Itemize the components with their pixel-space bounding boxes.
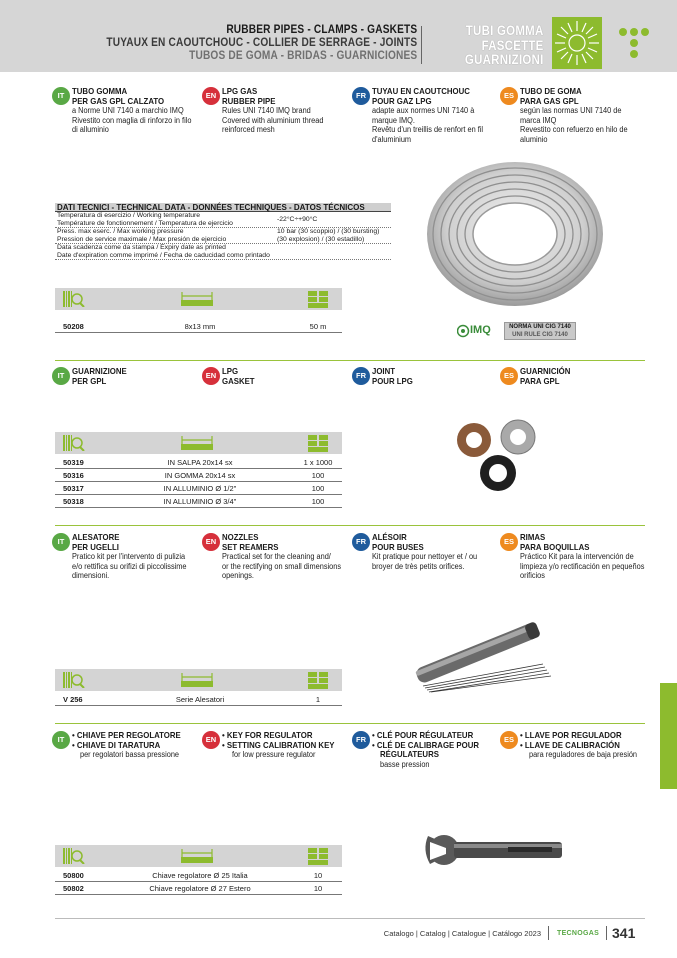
- package-icon: [308, 848, 328, 865]
- header-titles: [64, 24, 417, 63]
- section3-it-title: ALESATORE: [72, 532, 120, 542]
- section4-en-title: • KEY FOR REGULATOR: [222, 730, 313, 740]
- product-desc: Chiave regolatore Ø 27 Estero: [149, 884, 251, 893]
- badge-es: ES: [500, 533, 518, 551]
- badge-es: ES: [500, 87, 518, 105]
- product-desc: IN GOMMA 20x14 sx: [164, 471, 236, 480]
- tech-data-row: [55, 244, 391, 260]
- tech-value: -22°C÷+90°C: [277, 216, 318, 223]
- imq-brand: IMQ: [470, 324, 491, 336]
- imq-norm2: UNI RULE CIG 7140: [512, 331, 568, 338]
- section1-fr-title: POUR GAZ LPG: [372, 95, 432, 106]
- section3-es-title: RIMAS: [520, 532, 546, 542]
- tech-label: Temperatura di esercizio / Working temperature: [57, 212, 201, 219]
- section1-fr-text: adapte aux normes UNI 7140 à: [372, 106, 475, 115]
- reamer-set-image: [405, 612, 555, 694]
- section3-fr: [352, 533, 486, 571]
- section3-es-text: limpieza y/o rectificación en pequeños: [520, 561, 645, 571]
- section1-it-title: TUBO GOMMA: [72, 86, 128, 96]
- section1-fr-title: TUYAU EN CAOUTCHOUC: [372, 86, 470, 96]
- dots-logo-icon: [618, 25, 654, 61]
- table-row: [55, 456, 342, 469]
- section2-en-title: GASKET: [222, 375, 255, 386]
- code-icon: [63, 672, 85, 688]
- sunburst-logo-icon: [552, 17, 602, 69]
- section3-fr-title: POUR BUSES: [372, 541, 424, 552]
- section4-it: [52, 731, 190, 760]
- section4-fr: [352, 731, 488, 769]
- section1-it-text: a Norme UNI 7140 a marchio IMQ: [72, 106, 184, 115]
- section4-fr-text: basse pression: [380, 759, 430, 769]
- section1-es-text: Revestito con refuerzo en hilo de: [520, 125, 628, 134]
- header-it-line: GUARNIZIONI: [465, 52, 544, 67]
- product-desc: IN ALLUMINIO Ø 3/4": [163, 497, 237, 506]
- product-desc: Serie Alesatori: [175, 695, 225, 704]
- product-qty: 100: [311, 497, 325, 506]
- product-qty: 10: [313, 884, 323, 893]
- section3-fr-text: Kit pratique pour nettoyer et / ou: [372, 552, 478, 561]
- section3-en-title: NOZZLES: [222, 532, 259, 542]
- product-code: V 256: [63, 695, 83, 704]
- tech-label: Pression de service maximale / Max presión de ejercicio: [57, 235, 227, 243]
- section4-it-title: • CHIAVE PER REGOLATORE: [72, 730, 181, 740]
- section3-en-title: SET REAMERS: [222, 541, 279, 552]
- product-desc: IN ALLUMINIO Ø 1/2": [163, 484, 237, 493]
- code-icon: [63, 848, 85, 864]
- table-header-bar: [55, 288, 342, 310]
- section2-it: [52, 367, 132, 386]
- section1-fr: [352, 87, 493, 144]
- badge-it: IT: [52, 731, 70, 749]
- section-divider: [55, 525, 645, 526]
- badge-en: EN: [202, 731, 220, 749]
- package-icon: [308, 435, 328, 452]
- section3-en-text: openings.: [222, 571, 254, 580]
- section3-en-text: or the rectifying on small dimensions: [222, 561, 342, 571]
- section1-fr-text: marque IMQ.: [372, 115, 415, 125]
- product-code: 50319: [63, 458, 84, 467]
- table-row: [55, 482, 342, 495]
- section4-es-title: • LLAVE DE CALIBRACIÓN: [520, 739, 620, 750]
- badge-es: ES: [500, 367, 518, 385]
- section2-es: [500, 367, 575, 386]
- wrench-image: [420, 828, 570, 876]
- product-code: 50802: [63, 884, 84, 893]
- badge-it: IT: [52, 367, 70, 385]
- tech-data-table: [55, 203, 391, 260]
- footer-divider: [606, 926, 607, 940]
- section1-en: [202, 87, 332, 135]
- tech-label: Data scadenza come da stampa / Expiry date as printed: [57, 244, 226, 251]
- section2-es-title: PARA GPL: [520, 375, 560, 386]
- section4-it-text: per regolatori bassa pressione: [80, 750, 180, 759]
- section3-fr-text: broyer de très petits orifices.: [372, 561, 465, 571]
- section2-it-title: GUARNIZIONE: [72, 366, 127, 376]
- product-code: 50208: [63, 322, 84, 331]
- section3-it-text: e/o rettifica su orifizi di piccolissime: [72, 561, 187, 571]
- header-title-es: TUBOS DE GOMA - BRIDAS - GUARNICIONES: [188, 50, 417, 62]
- badge-en: EN: [202, 367, 220, 385]
- product-qty: 100: [311, 484, 325, 493]
- tech-label: Température de fonctionnement / Temperatura de ejercicio: [57, 219, 233, 227]
- badge-fr: FR: [352, 533, 370, 551]
- footer-brand: TECNOGAS: [557, 930, 600, 937]
- imq-norm-box: [504, 322, 576, 340]
- product-code: 50316: [63, 471, 84, 480]
- size-icon: [181, 292, 213, 306]
- section1-it: [52, 87, 202, 135]
- product-table-reamers: [55, 669, 342, 706]
- tech-data-heading: DATI TECNICI - TECHNICAL DATA - DONNÉES TECHNIQUES - DATOS TÉCNICOS: [55, 203, 391, 212]
- product-desc: Chiave regolatore Ø 25 Italia: [152, 871, 248, 880]
- header-title-fr: TUYAUX EN CAOUTCHOUC - COLLIER DE SERRAGE - JOINTS: [106, 37, 417, 49]
- product-qty: 1: [315, 695, 321, 704]
- section1-it-text: di alluminio: [72, 125, 109, 134]
- product-code: 50800: [63, 871, 84, 880]
- product-desc: IN SALPA 20x14 sx: [167, 458, 233, 467]
- section3-es-text: orificios: [520, 571, 545, 580]
- section1-es-text: aluminio: [520, 134, 548, 144]
- section4-en-text: for low pressure regulator: [232, 750, 316, 759]
- section2-en-title: LPG: [222, 366, 239, 376]
- section3-es-text: Práctico Kit para la intervención de: [520, 552, 634, 561]
- size-icon: [181, 436, 213, 450]
- product-qty: 1 x 1000: [303, 458, 333, 467]
- section1-fr-text: Revêtu d'un treillis de renfort en fil: [372, 125, 484, 134]
- section3-en-text: Practical set for the cleaning and/: [222, 552, 331, 561]
- section4-es-title: • LLAVE POR REGULADOR: [520, 730, 622, 740]
- section-divider: [55, 360, 645, 361]
- section2-it-title: PER GPL: [72, 375, 107, 386]
- tech-value: (30 explosion) / (30 estadillo): [277, 235, 365, 243]
- page-number: 341: [612, 925, 636, 941]
- product-code: 50317: [63, 484, 84, 493]
- footer-catalog-text: Catalogo | Catalog | Catalogue | Catálogo 2023: [383, 929, 541, 938]
- side-tab: [660, 683, 677, 789]
- size-icon: [181, 673, 213, 687]
- header-title-it: [451, 24, 544, 68]
- footer-line: [55, 918, 645, 919]
- package-icon: [308, 291, 328, 308]
- section4-fr-title: RÉGULATEURS: [380, 749, 439, 759]
- product-qty: 50 m: [309, 322, 327, 331]
- gaskets-image: [450, 418, 550, 494]
- section1-en-title: LPG GAS: [222, 86, 258, 96]
- section4-it-title: • CHIAVE DI TARATURA: [72, 739, 161, 750]
- section1-es: [500, 87, 637, 144]
- section1-en-text: reinforced mesh: [222, 125, 275, 134]
- rubber-hose-image: [425, 158, 605, 310]
- product-table-hose: [55, 288, 342, 333]
- section2-fr-title: JOINT: [372, 366, 396, 376]
- table-header-bar: [55, 845, 342, 867]
- badge-it: IT: [52, 533, 70, 551]
- tech-data-row: [55, 228, 391, 244]
- badge-en: EN: [202, 533, 220, 551]
- section1-fr-text: d'aluminium: [372, 134, 412, 144]
- tech-value: 10 bar (30 scoppio) / (30 bursting): [277, 228, 380, 235]
- section4-en-title: • SETTING CALIBRATION KEY: [222, 739, 335, 750]
- section4-fr-title: • CLÉ DE CALIBRAGE POUR: [372, 739, 480, 750]
- header-it-line: TUBI GOMMA: [466, 23, 544, 38]
- section1-it-title: PER GAS GPL CALZATO: [72, 95, 165, 106]
- section3-it-text: Pratico kit per l'intervento di pulizia: [72, 552, 186, 561]
- footer-divider: [548, 926, 549, 940]
- section3-en: [202, 533, 351, 581]
- section4-fr-title: • CLÉ POUR RÉGULATEUR: [372, 730, 474, 740]
- section2-en: [202, 367, 257, 386]
- code-icon: [63, 435, 85, 451]
- product-desc: 8x13 mm: [184, 322, 216, 331]
- section2-fr-title: POUR LPG: [372, 375, 413, 386]
- section4-en: [202, 731, 344, 760]
- table-header-bar: [55, 432, 342, 454]
- table-row: [55, 869, 342, 882]
- size-icon: [181, 849, 213, 863]
- code-icon: [63, 291, 85, 307]
- section3-it-title: PER UGELLI: [72, 541, 119, 552]
- product-qty: 100: [311, 471, 325, 480]
- section1-en-text: Covered with aluminium thread: [222, 115, 324, 125]
- header-divider: [421, 26, 422, 64]
- package-icon: [308, 672, 328, 689]
- badge-fr: FR: [352, 367, 370, 385]
- header-title-en: RUBBER PIPES - CLAMPS - GASKETS: [225, 24, 417, 36]
- section1-es-title: TUBO DE GOMA: [520, 86, 582, 96]
- tech-data-row: [55, 212, 391, 228]
- product-table-gaskets: [55, 432, 342, 508]
- section-divider: [55, 723, 645, 724]
- section1-es-title: PARA GAS GPL: [520, 95, 579, 106]
- section1-it-text: Rivestito con maglia di rinforzo in filo: [72, 115, 192, 125]
- table-row: [55, 469, 342, 482]
- table-row: [55, 693, 342, 706]
- badge-fr: FR: [352, 731, 370, 749]
- section2-fr: [352, 367, 416, 386]
- product-qty: 10: [313, 871, 323, 880]
- section3-it: [52, 533, 196, 581]
- section3-es: [500, 533, 655, 581]
- section1-en-text: Rules UNI 7140 IMQ brand: [222, 106, 311, 115]
- product-code: 50318: [63, 497, 84, 506]
- table-row: [55, 495, 342, 508]
- section4-es-text: para reguladores de baja presión: [529, 750, 638, 759]
- header-it-line: FASCETTE: [482, 37, 544, 53]
- badge-it: IT: [52, 87, 70, 105]
- tech-label: Date d'expiration comme imprimé / Fecha de caducidad como printado: [57, 251, 270, 259]
- badge-fr: FR: [352, 87, 370, 105]
- imq-norm1: NORMA UNI CIG 7140: [509, 324, 571, 330]
- section1-es-text: marca IMQ: [520, 115, 557, 125]
- section2-es-title: GUARNICIÓN: [520, 366, 571, 376]
- section3-es-title: PARA BOQUILLAS: [520, 541, 590, 552]
- badge-es: ES: [500, 731, 518, 749]
- section3-fr-title: ALÉSOIR: [372, 532, 407, 542]
- section1-en-title: RUBBER PIPE: [222, 95, 276, 106]
- product-table-keys: [55, 845, 342, 895]
- section4-es: [500, 731, 646, 760]
- tech-label: Press. max eserc. / Max working pressure: [57, 228, 184, 235]
- section3-it-text: dimensioni.: [72, 571, 110, 580]
- badge-en: EN: [202, 87, 220, 105]
- table-row: [55, 882, 342, 895]
- table-header-bar: [55, 669, 342, 691]
- section1-es-text: según las normas UNI 7140 de: [520, 106, 622, 115]
- imq-logo: [457, 324, 505, 343]
- table-row: [55, 320, 342, 333]
